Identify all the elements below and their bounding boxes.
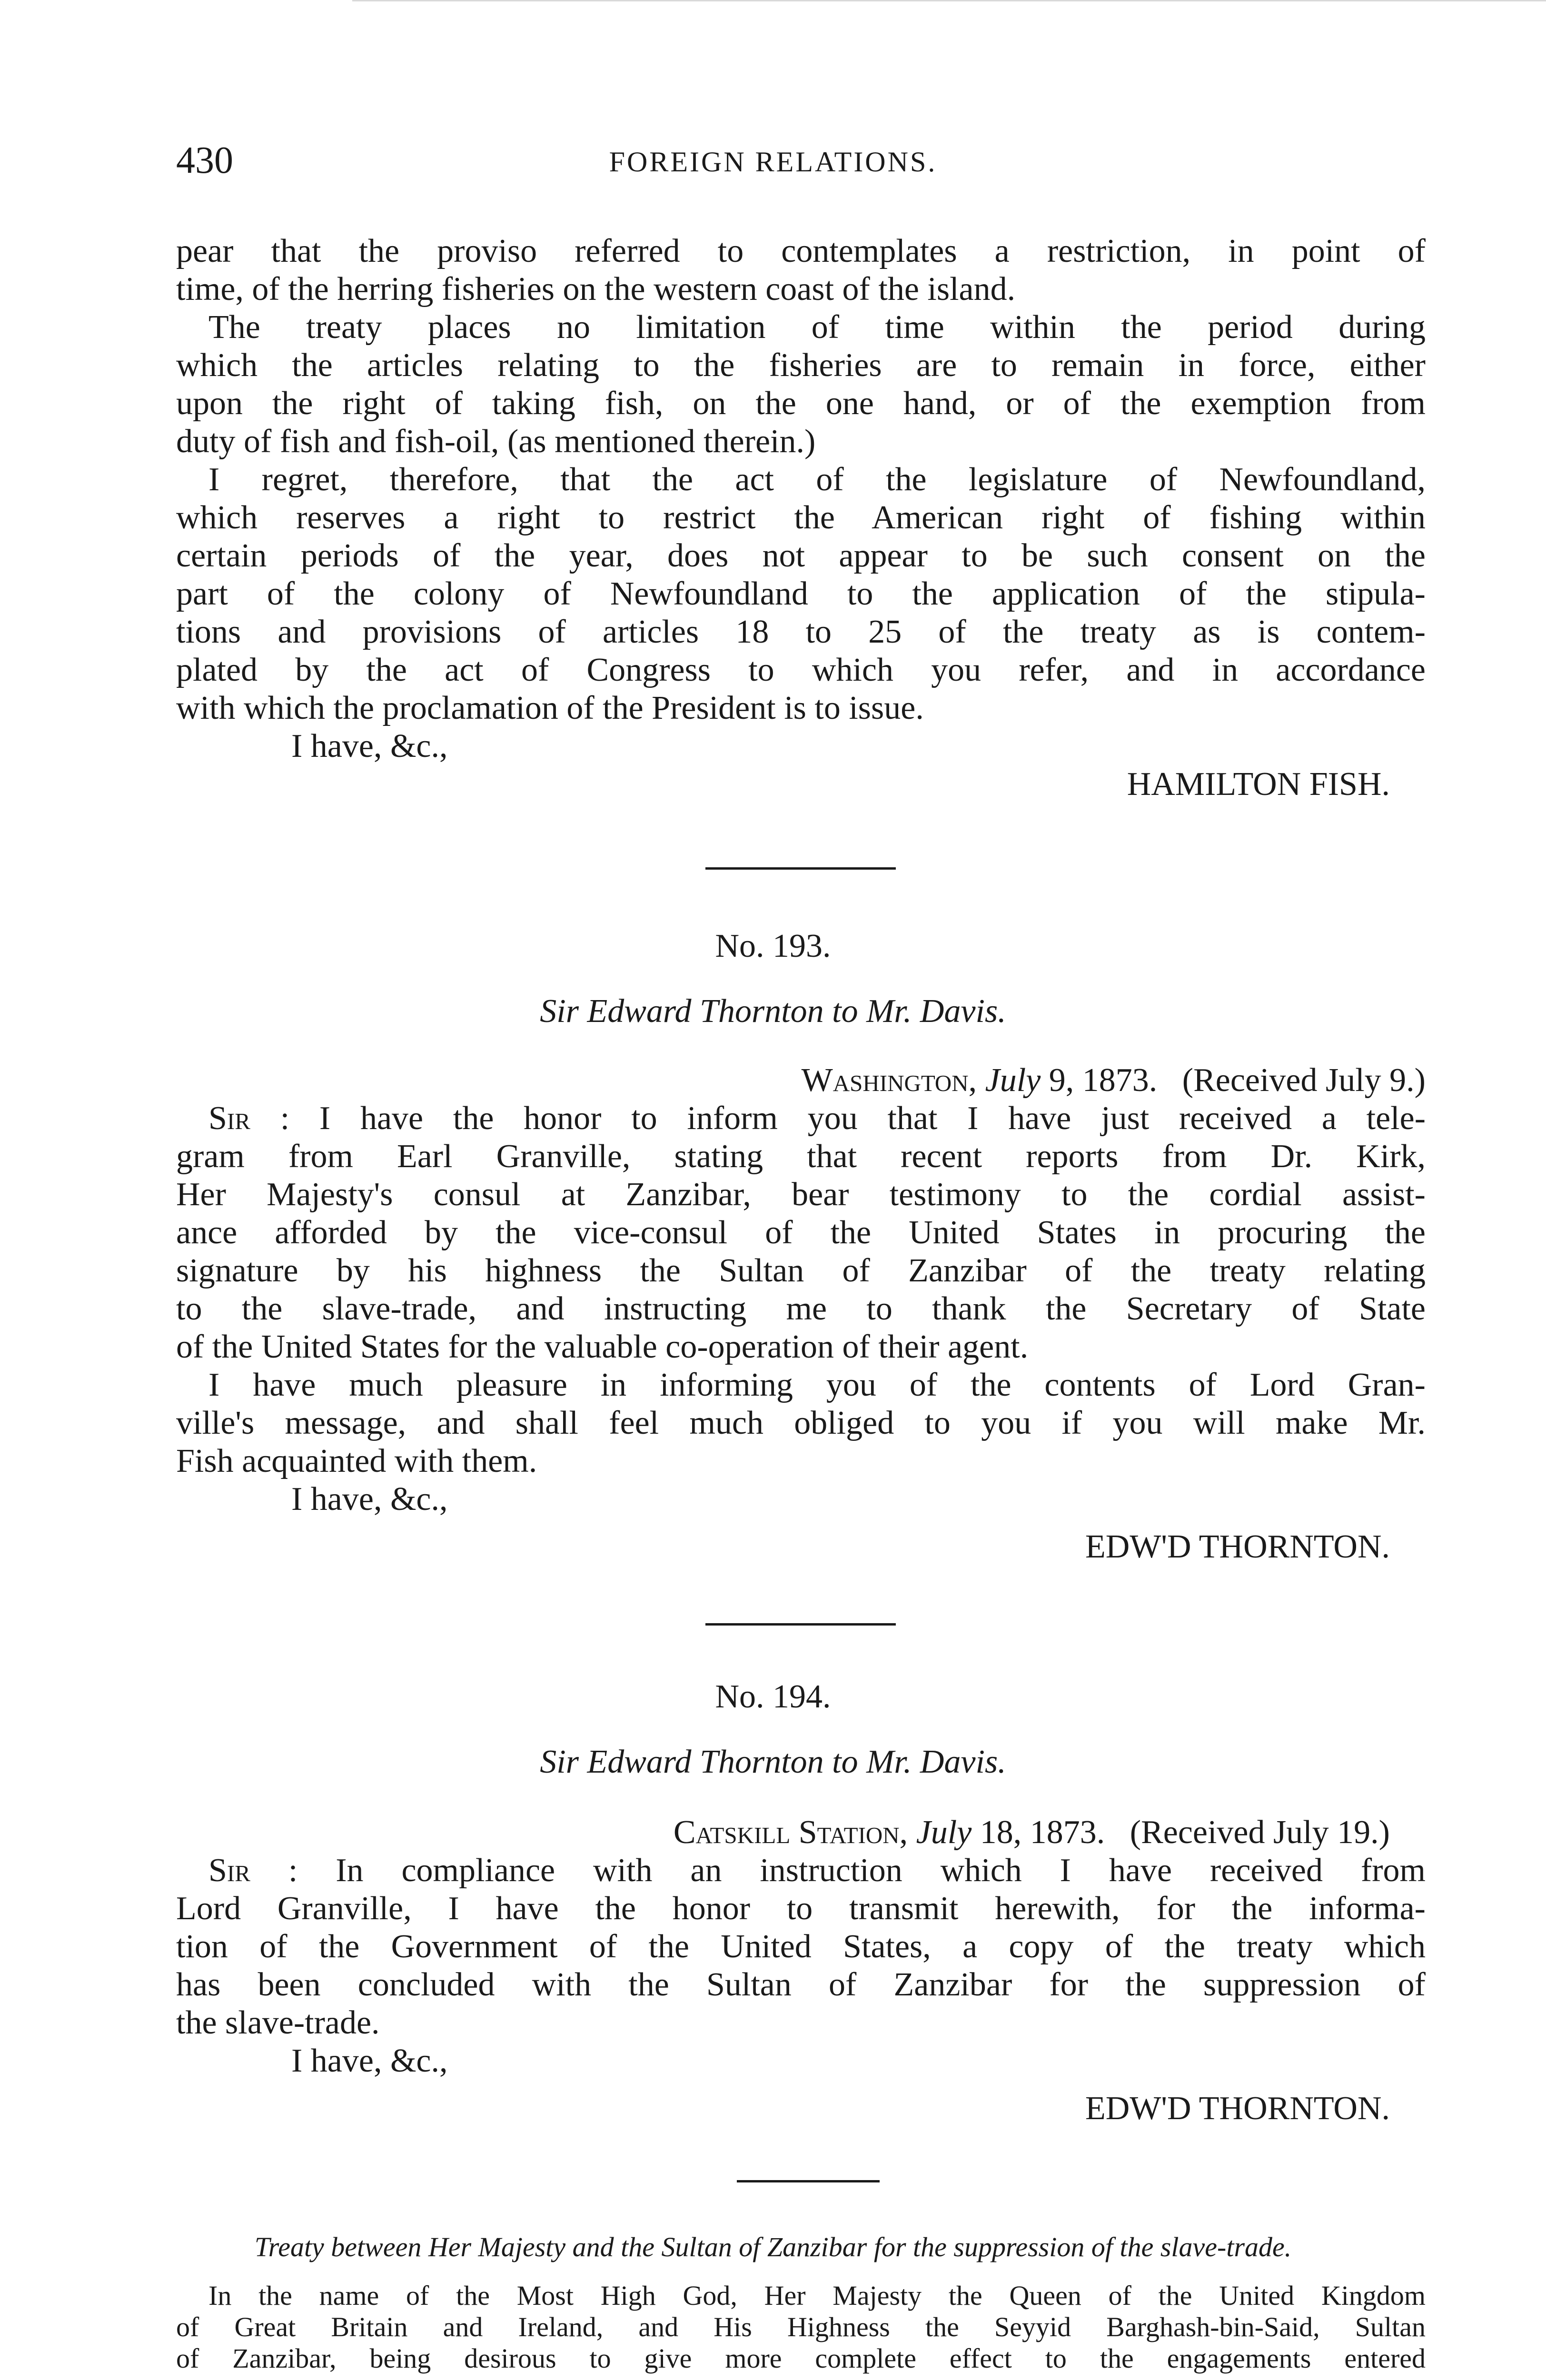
dateline-date: 9, 1873. <box>1049 1062 1158 1099</box>
body-line: of the United States for the valuable co-operation of their agent. <box>176 1329 1029 1365</box>
document-number: No. 193. <box>715 928 831 964</box>
body-line: part of the colony of Newfoundland to the application of the stipula- <box>176 575 1426 612</box>
running-title: FOREIGN RELATIONS. <box>609 146 937 178</box>
section-divider <box>737 2180 880 2182</box>
section-divider <box>705 1623 896 1626</box>
body-line: duty of fish and fish-oil, (as mentioned therein.) <box>176 423 816 460</box>
treaty-line: of Great Britain and Ireland, and His Highness the Seyyid Barghash-bin-Said, Sultan <box>176 2311 1426 2342</box>
body-line: plated by the act of Congress to which you refer, and in accordance <box>176 652 1426 688</box>
closing: I have, &c., <box>291 2043 448 2079</box>
letter-title: Sir Edward Thornton to Mr. Davis. <box>540 993 1006 1030</box>
salutation: Sir : <box>208 1852 298 1889</box>
treaty-title: Treaty between Her Majesty and the Sultan of Zanzibar for the suppression of the slave-trade. <box>254 2231 1292 2262</box>
body-line: The treaty places no limitation of time within the period during <box>208 309 1426 346</box>
body-line: to the slave-trade, and instructing me to thank the Secretary of State <box>176 1290 1426 1327</box>
treaty-line: of Zanzibar, being desirous to give more complete effect to the engagements entered <box>176 2343 1426 2374</box>
letter-title: Sir Edward Thornton to Mr. Davis. <box>540 1744 1006 1780</box>
scan-edge-line <box>352 0 1546 1</box>
body-line <box>208 1852 1426 1890</box>
body-line: ance afforded by the vice-consul of the United States in procuring the <box>176 1214 1426 1251</box>
signature: EDW'D THORNTON. <box>1085 1528 1390 1565</box>
body-line: tion of the Government of the United States, a copy of the treaty which <box>176 1928 1426 1965</box>
salutation: Sir : <box>208 1100 290 1137</box>
body-text: I have the honor to inform you that I have just received a tele- <box>319 1100 1426 1137</box>
body-line: which the articles relating to the fisheries are to remain in force, either <box>176 347 1426 384</box>
body-line: pear that the proviso referred to contemplates a restriction, in point of <box>176 233 1426 269</box>
body-line: with which the proclamation of the President is to issue. <box>176 690 924 726</box>
page-number: 430 <box>176 139 233 181</box>
body-line: has been concluded with the Sultan of Zanzibar for the suppression of <box>176 1966 1426 2003</box>
body-line: which reserves a right to restrict the American right of fishing within <box>176 499 1426 536</box>
dateline-place: Catskill Station, <box>673 1814 908 1851</box>
dateline-month: July <box>916 1814 972 1851</box>
body-line: upon the right of taking fish, on the one hand, or of the exemption from <box>176 385 1426 422</box>
body-line: ville's message, and shall feel much obliged to you if you will make Mr. <box>176 1405 1426 1441</box>
section-divider <box>705 867 896 870</box>
dateline-place: Washington, <box>801 1062 977 1099</box>
received-note: (Received July 19.) <box>1130 1814 1390 1851</box>
document-number: No. 194. <box>715 1678 831 1715</box>
body-line: Her Majesty's consul at Zanzibar, bear testimony to the cordial assist- <box>176 1176 1426 1213</box>
received-note: (Received July 9.) <box>1182 1062 1426 1099</box>
body-line: certain periods of the year, does not appear to be such consent on the <box>176 537 1426 574</box>
dateline <box>476 1061 1426 1100</box>
dateline <box>381 1814 1390 1852</box>
body-line: I regret, therefore, that the act of the legislature of Newfoundland, <box>208 461 1426 498</box>
body-text: In compliance with an instruction which I have received from <box>336 1852 1426 1889</box>
body-line <box>208 1100 1426 1138</box>
treaty-line: In the name of the Most High God, Her Majesty the Queen of the United Kingdom <box>208 2280 1426 2311</box>
signature: EDW'D THORNTON. <box>1085 2090 1390 2127</box>
dateline-month: July <box>985 1062 1041 1099</box>
dateline-date: 18, 1873. <box>980 1814 1105 1851</box>
signature: HAMILTON FISH. <box>1127 766 1390 803</box>
body-line: time, of the herring fisheries on the western coast of the island. <box>176 271 1016 307</box>
body-line: the slave-trade. <box>176 2004 380 2041</box>
body-line: gram from Earl Granville, stating that recent reports from Dr. Kirk, <box>176 1138 1426 1175</box>
body-line: tions and provisions of articles 18 to 25 of the treaty as is contem- <box>176 614 1426 650</box>
body-line: I have much pleasure in informing you of the contents of Lord Gran- <box>208 1367 1426 1403</box>
body-line: signature by his highness the Sultan of Zanzibar of the treaty relating <box>176 1252 1426 1289</box>
body-line: Fish acquainted with them. <box>176 1443 537 1479</box>
body-line: Lord Granville, I have the honor to transmit herewith, for the informa- <box>176 1890 1426 1927</box>
closing: I have, &c., <box>291 728 448 764</box>
closing: I have, &c., <box>291 1481 448 1517</box>
